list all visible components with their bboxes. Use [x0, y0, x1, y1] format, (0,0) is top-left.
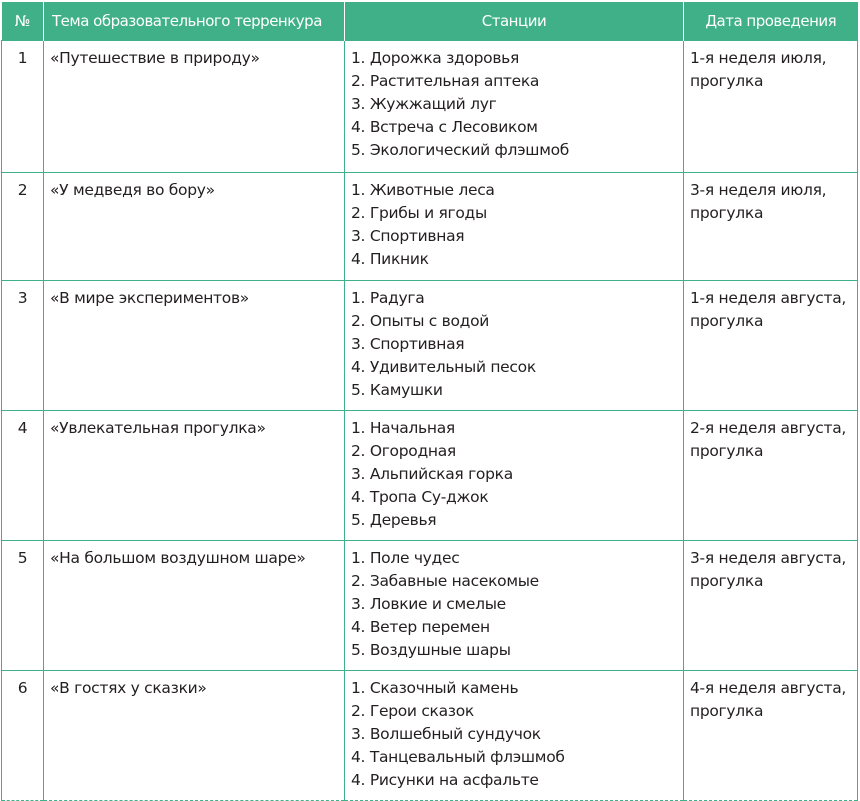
header-theme: Тема образовательного терренкура [44, 2, 345, 41]
station-item: 1. Поле чудес [351, 549, 460, 567]
station-list [351, 287, 677, 402]
station-item: 3. Спортивная [351, 227, 465, 245]
table-row [2, 41, 858, 173]
row-date [684, 671, 858, 801]
date-format: прогулка [690, 72, 764, 90]
station-item: 2. Растительная аптека [351, 72, 540, 90]
date-period: 1-я неделя августа, [690, 289, 847, 307]
station-item: 5. Камушки [351, 381, 443, 399]
table-row [2, 281, 858, 411]
row-date [684, 41, 858, 173]
table-row [2, 173, 858, 281]
date-format: прогулка [690, 572, 764, 590]
header-num: № [2, 2, 44, 41]
row-theme: «В гостях у сказки» [44, 671, 345, 801]
station-list [351, 47, 677, 162]
row-stations [345, 411, 684, 541]
station-item: 4. Встреча с Лесовиком [351, 118, 538, 136]
date-period: 1-я неделя июля, [690, 49, 827, 67]
station-item: 1. Животные леса [351, 181, 495, 199]
row-date [684, 541, 858, 671]
table-body [2, 41, 858, 801]
station-item: 2. Огородная [351, 442, 456, 460]
row-theme: «На большом воздушном шаре» [44, 541, 345, 671]
date-period: 2-я неделя августа, [690, 419, 847, 437]
station-item: 3. Ловкие и смелые [351, 595, 506, 613]
station-item: 2. Грибы и ягоды [351, 204, 487, 222]
row-number: 5 [2, 541, 44, 671]
date-period: 3-я неделя июля, [690, 181, 827, 199]
station-list [351, 677, 677, 792]
header-date: Дата проведения [684, 2, 858, 41]
station-item: 5. Воздушные шары [351, 641, 511, 659]
station-item: 4. Танцевальный флэшмоб [351, 748, 565, 766]
row-number: 6 [2, 671, 44, 801]
row-theme: «Увлекательная прогулка» [44, 411, 345, 541]
date-format: прогулка [690, 702, 764, 720]
station-item: 4. Ветер перемен [351, 618, 490, 636]
row-number: 4 [2, 411, 44, 541]
station-item: 2. Опыты с водой [351, 312, 490, 330]
row-stations [345, 541, 684, 671]
table-row [2, 411, 858, 541]
row-number: 3 [2, 281, 44, 411]
station-list [351, 417, 677, 532]
station-item: 3. Спортивная [351, 335, 465, 353]
header-stations: Станции [345, 2, 684, 41]
row-stations [345, 41, 684, 173]
row-theme: «В мире экспериментов» [44, 281, 345, 411]
table-row [2, 671, 858, 801]
station-item: 3. Альпийская горка [351, 465, 513, 483]
station-item: 4. Рисунки на асфальте [351, 771, 539, 789]
station-item: 1. Дорожка здоровья [351, 49, 520, 67]
row-stations [345, 671, 684, 801]
table-row [2, 541, 858, 671]
station-item: 4. Удивительный песок [351, 358, 536, 376]
station-item: 3. Волшебный сундучок [351, 725, 541, 743]
row-date [684, 281, 858, 411]
station-item: 5. Деревья [351, 511, 437, 529]
station-item: 2. Герои сказок [351, 702, 474, 720]
station-item: 5. Экологический флэшмоб [351, 141, 570, 159]
station-item: 1. Начальная [351, 419, 455, 437]
station-item: 4. Пикник [351, 250, 429, 268]
date-format: прогулка [690, 204, 764, 222]
station-item: 2. Забавные насекомые [351, 572, 539, 590]
row-theme: «У медведя во бору» [44, 173, 345, 281]
date-period: 3-я неделя августа, [690, 549, 847, 567]
station-item: 1. Сказочный камень [351, 679, 519, 697]
row-date [684, 411, 858, 541]
station-item: 3. Жужжащий луг [351, 95, 497, 113]
row-number: 2 [2, 173, 44, 281]
terrenkur-schedule-table [1, 2, 858, 801]
station-list [351, 179, 677, 271]
row-date [684, 173, 858, 281]
date-format: прогулка [690, 442, 764, 460]
station-list [351, 547, 677, 662]
row-theme: «Путешествие в природу» [44, 41, 345, 173]
station-item: 1. Радуга [351, 289, 425, 307]
row-number: 1 [2, 41, 44, 173]
table-header [2, 2, 858, 41]
date-format: прогулка [690, 312, 764, 330]
station-item: 4. Тропа Су-джок [351, 488, 489, 506]
date-period: 4-я неделя августа, [690, 679, 847, 697]
row-stations [345, 281, 684, 411]
row-stations [345, 173, 684, 281]
